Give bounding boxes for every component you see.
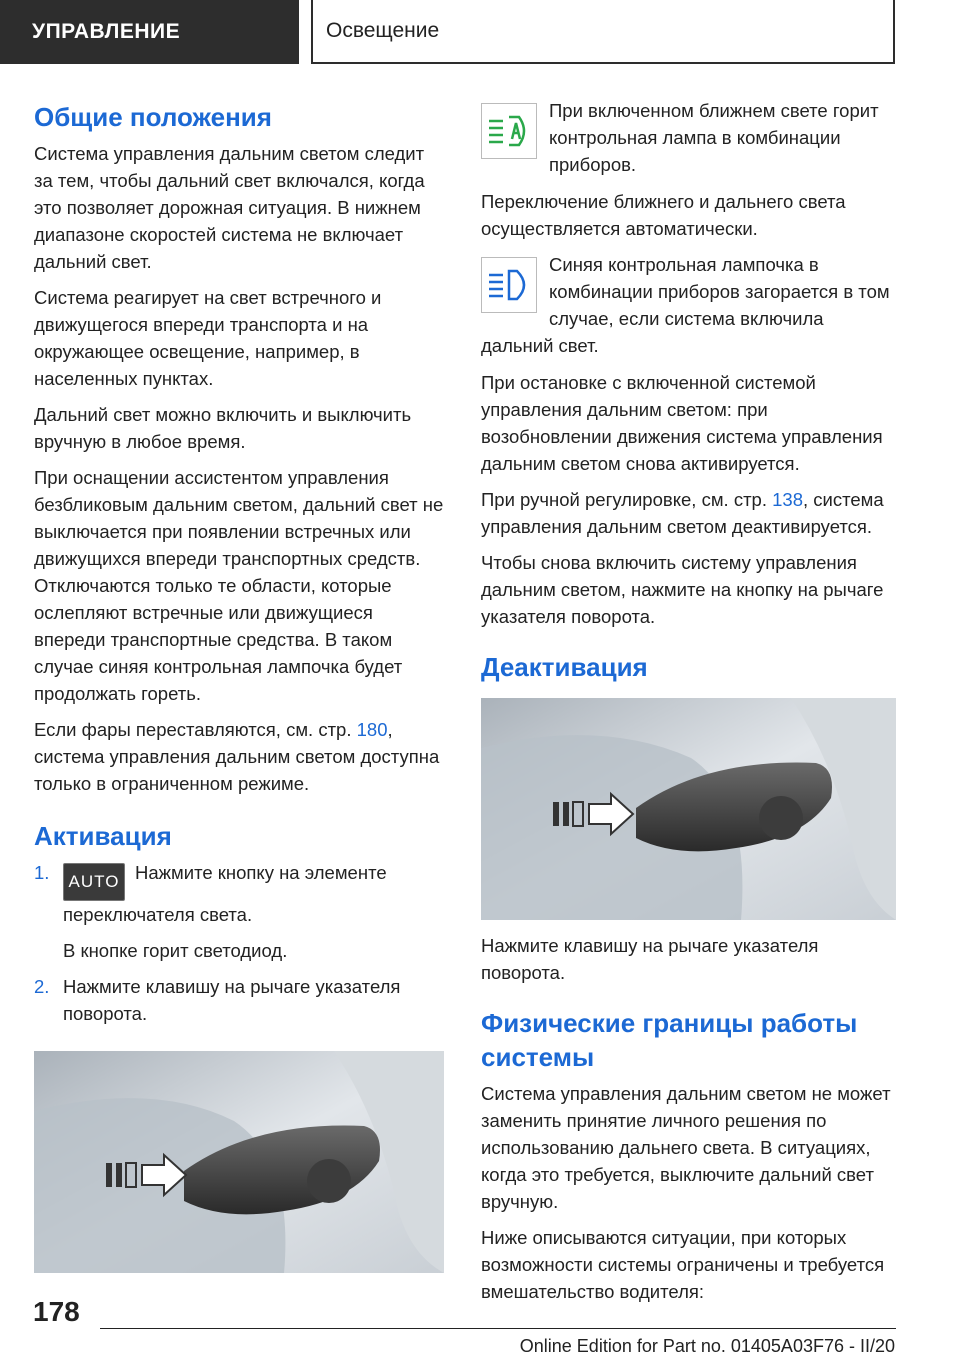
paragraph: При остановке с включенной системой управления дальним светом: при возобновлении движения система управления дальним светом снова активируется. <box>481 372 883 474</box>
indicator-green-block <box>481 97 896 178</box>
turn-signal-lever-photo <box>481 698 896 920</box>
text: Если фары переставляются, см. стр. <box>34 719 352 740</box>
paragraph: При оснащении ассистентом управления безбликовым дальним светом, дальний свет не выключается при появлении встречных или движущихся впереди транспортных средств. Отключаются только те области, которые ослепляют встречные или движущиеся впереди транспортные средства. В таком случае синяя контрольная лампочка будет продолжать гореть. <box>34 467 444 704</box>
step-number: 1. <box>34 862 50 883</box>
heading-activation: Активация <box>34 821 172 851</box>
paragraph: Переключение ближнего и дальнего света осуществляется автоматически. <box>481 191 846 239</box>
list-item-step-2 <box>34 973 444 1027</box>
text: , система управления дальним светом доступна только в ограниченном режиме. <box>34 719 440 794</box>
page-number: 178 <box>33 1296 80 1327</box>
indicator-blue-text: Синяя контрольная лампочка в комбинации приборов загорается в том случае, если система включила дальний свет. <box>481 254 890 356</box>
step-text: Нажмите кнопку на элементе переключателя света. <box>63 862 387 925</box>
paragraph: Система управления дальним светом не может заменить принятие личного решения по использованию дальнего света. В ситуациях, когда это требуется, выключите дальний свет вручную. <box>481 1083 891 1212</box>
right-column <box>481 97 896 1314</box>
header-chapter-title: Освещение <box>311 0 895 64</box>
paragraph: Ниже описываются ситуации, при которых возможности системы ограничены и требуется вмешательство водителя: <box>481 1227 885 1302</box>
paragraph: Система реагирует на свет встречного и движущегося впереди транспорта и на окружающее освещение, например, в населенных пунктах. <box>34 287 382 389</box>
heading-deactivation: Деактивация <box>481 652 648 682</box>
paragraph-manual-ref <box>481 486 896 540</box>
header-section-title: УПРАВЛЕНИЕ <box>0 0 299 64</box>
lever-illustration-icon <box>34 1051 444 1273</box>
footer-edition-text: Online Edition for Part no. 01405A03F76 - II/20 <box>519 1336 895 1356</box>
indicator-green-text: При включенном ближнем свете горит контрольная лампа в комбинации приборов. <box>549 100 879 175</box>
low-beam-auto-indicator-icon <box>481 103 537 159</box>
paragraph: Дальний свет можно включить и выключить вручную в любое время. <box>34 404 412 452</box>
text: , система управления дальним светом деактивируется. <box>481 489 884 537</box>
indicator-blue-block <box>481 251 896 359</box>
heading-general: Общие положения <box>34 102 272 132</box>
turn-signal-lever-photo <box>34 1051 444 1273</box>
step-1-note <box>34 937 444 964</box>
step-text: Нажмите клавишу на рычаге указателя поворота. <box>63 975 401 1024</box>
lever-illustration-icon <box>481 698 896 920</box>
text: При ручной регулировке, см. стр. <box>481 489 767 510</box>
high-beam-indicator-icon <box>481 257 537 313</box>
step-number: 2. <box>34 975 50 997</box>
paragraph: Чтобы снова включить систему управления дальним светом, нажмите на кнопку на рычаге указателя поворота. <box>481 552 884 627</box>
list-item-step-1 <box>34 859 444 928</box>
paragraph-headlight-ref <box>34 716 444 797</box>
page-link-180[interactable]: 180 <box>356 719 388 740</box>
footer-divider <box>100 1328 896 1329</box>
auto-button-icon: AUTO <box>63 863 125 901</box>
paragraph: Система управления дальним светом следит за тем, чтобы дальний свет включался, когда это позволяет дорожная ситуация. В нижнем диапазоне скоростей система не включает дальний свет. <box>34 143 425 272</box>
heading-limits: Физические границы работы системы <box>481 1008 858 1072</box>
note-text: В кнопке горит светодиод. <box>63 939 288 961</box>
paragraph: Нажмите клавишу на рычаге указателя поворота. <box>481 935 819 983</box>
page-link-138[interactable]: 138 <box>772 489 803 510</box>
left-column <box>34 100 444 1273</box>
